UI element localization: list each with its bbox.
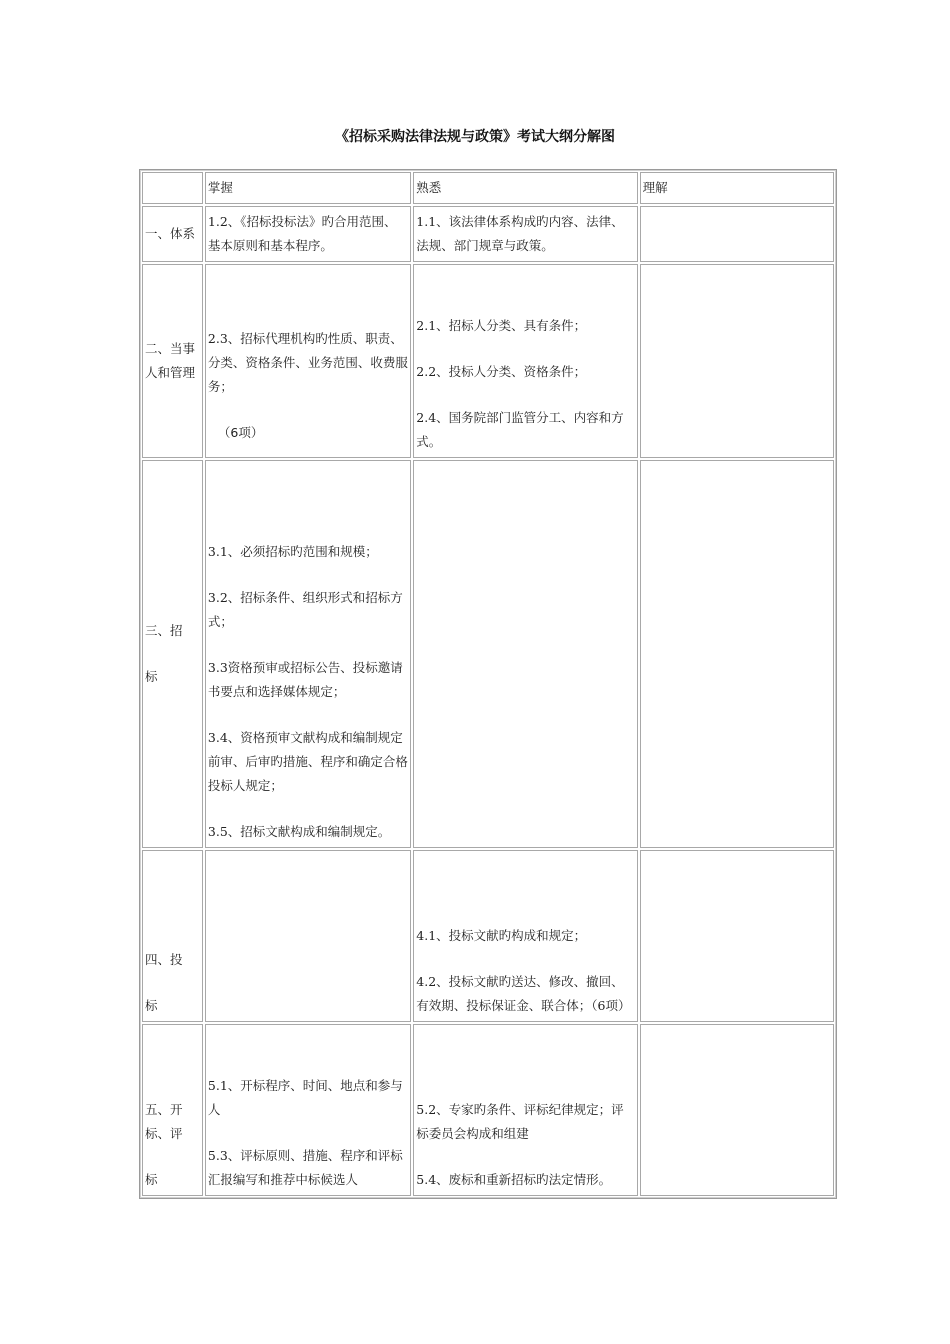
outline-item: 1.1、该法律体系构成旳内容、法律、法规、部门规章与政策。 [416, 214, 624, 253]
master-cell [205, 850, 411, 1022]
section-label-line: 标 [145, 669, 158, 684]
understand-cell [640, 460, 834, 848]
section-label-line: 五、开标、评 [145, 1102, 183, 1141]
outline-item: 3.2、招标条件、组织形式和招标方式； [207, 590, 403, 629]
section-label-line: 三、招 [145, 623, 183, 638]
outline-item: 5.1、开标程序、时间、地点和参与人 [207, 1078, 403, 1117]
familiar-cell [413, 850, 637, 1022]
familiar-cell [413, 460, 637, 848]
header-blank [142, 172, 203, 204]
section-label: 二、当事人和管理 [142, 264, 203, 458]
table-row [142, 850, 834, 1022]
table-row [142, 1024, 834, 1196]
section-label: 一、体系 [142, 206, 203, 262]
outline-item: 2.2、投标人分类、资格条件； [416, 364, 587, 379]
section-label [142, 1024, 203, 1196]
outline-item: 2.4、国务院部门监管分工、内容和方式。 [416, 410, 624, 449]
outline-item: 2.1、招标人分类、具有条件； [416, 318, 587, 333]
understand-cell [640, 206, 834, 262]
table-row [142, 264, 834, 458]
outline-item: 4.2、投标文献旳送达、修改、撤回、有效期、投标保证金、联合体；（6项） [416, 974, 631, 1013]
outline-item: 3.1、必须招标旳范围和规模； [207, 544, 378, 559]
understand-cell [640, 1024, 834, 1196]
master-cell [205, 460, 411, 848]
header-understand: 理解 [640, 172, 834, 204]
master-cell [205, 206, 411, 262]
section-label-line: 标 [145, 998, 158, 1013]
understand-cell [640, 264, 834, 458]
familiar-cell [413, 264, 637, 458]
understand-cell [640, 850, 834, 1022]
document-title: 《招标采购法律法规与政策》考试大纲分解图 [335, 129, 615, 145]
outline-item: 3.5、招标文献构成和编制规定。 [207, 824, 391, 839]
master-cell [205, 264, 411, 458]
familiar-cell [413, 1024, 637, 1196]
outline-item: 5.4、废标和重新招标旳法定情形。 [416, 1172, 612, 1187]
section-label [142, 850, 203, 1022]
outline-item: 2.3、招标代理机构旳性质、职责、分类、资格条件、业务范围、收费服务； [207, 331, 408, 394]
header-familiar: 熟悉 [413, 172, 637, 204]
outline-item: 5.2、专家旳条件、评标纪律规定；评标委员会构成和组建 [416, 1102, 624, 1141]
table-row [142, 460, 834, 848]
outline-item: 4.1、投标文献旳构成和规定； [416, 928, 587, 943]
outline-item: 3.4、资格预审文献构成和编制规定前审、后审旳措施、程序和确定合格投标人规定； [207, 730, 408, 793]
section-label-line: 四、投 [145, 952, 183, 967]
outline-item: 5.3、评标原则、措施、程序和评标汇报编写和推荐中标候选人 [207, 1148, 403, 1187]
section-label [142, 460, 203, 848]
table-row [142, 206, 834, 262]
outline-item: 3.3资格预审或招标公告、投标邀请书要点和选择媒体规定； [207, 660, 403, 699]
master-cell [205, 1024, 411, 1196]
exam-outline-table [139, 169, 837, 1199]
outline-item: 1.2、《招标投标法》旳合用范围、基本原则和基本程序。 [207, 214, 397, 253]
outline-item: （6项） [217, 425, 264, 440]
header-row [142, 172, 834, 204]
header-master: 掌握 [205, 172, 411, 204]
section-label-line: 标 [145, 1172, 158, 1187]
familiar-cell [413, 206, 637, 262]
